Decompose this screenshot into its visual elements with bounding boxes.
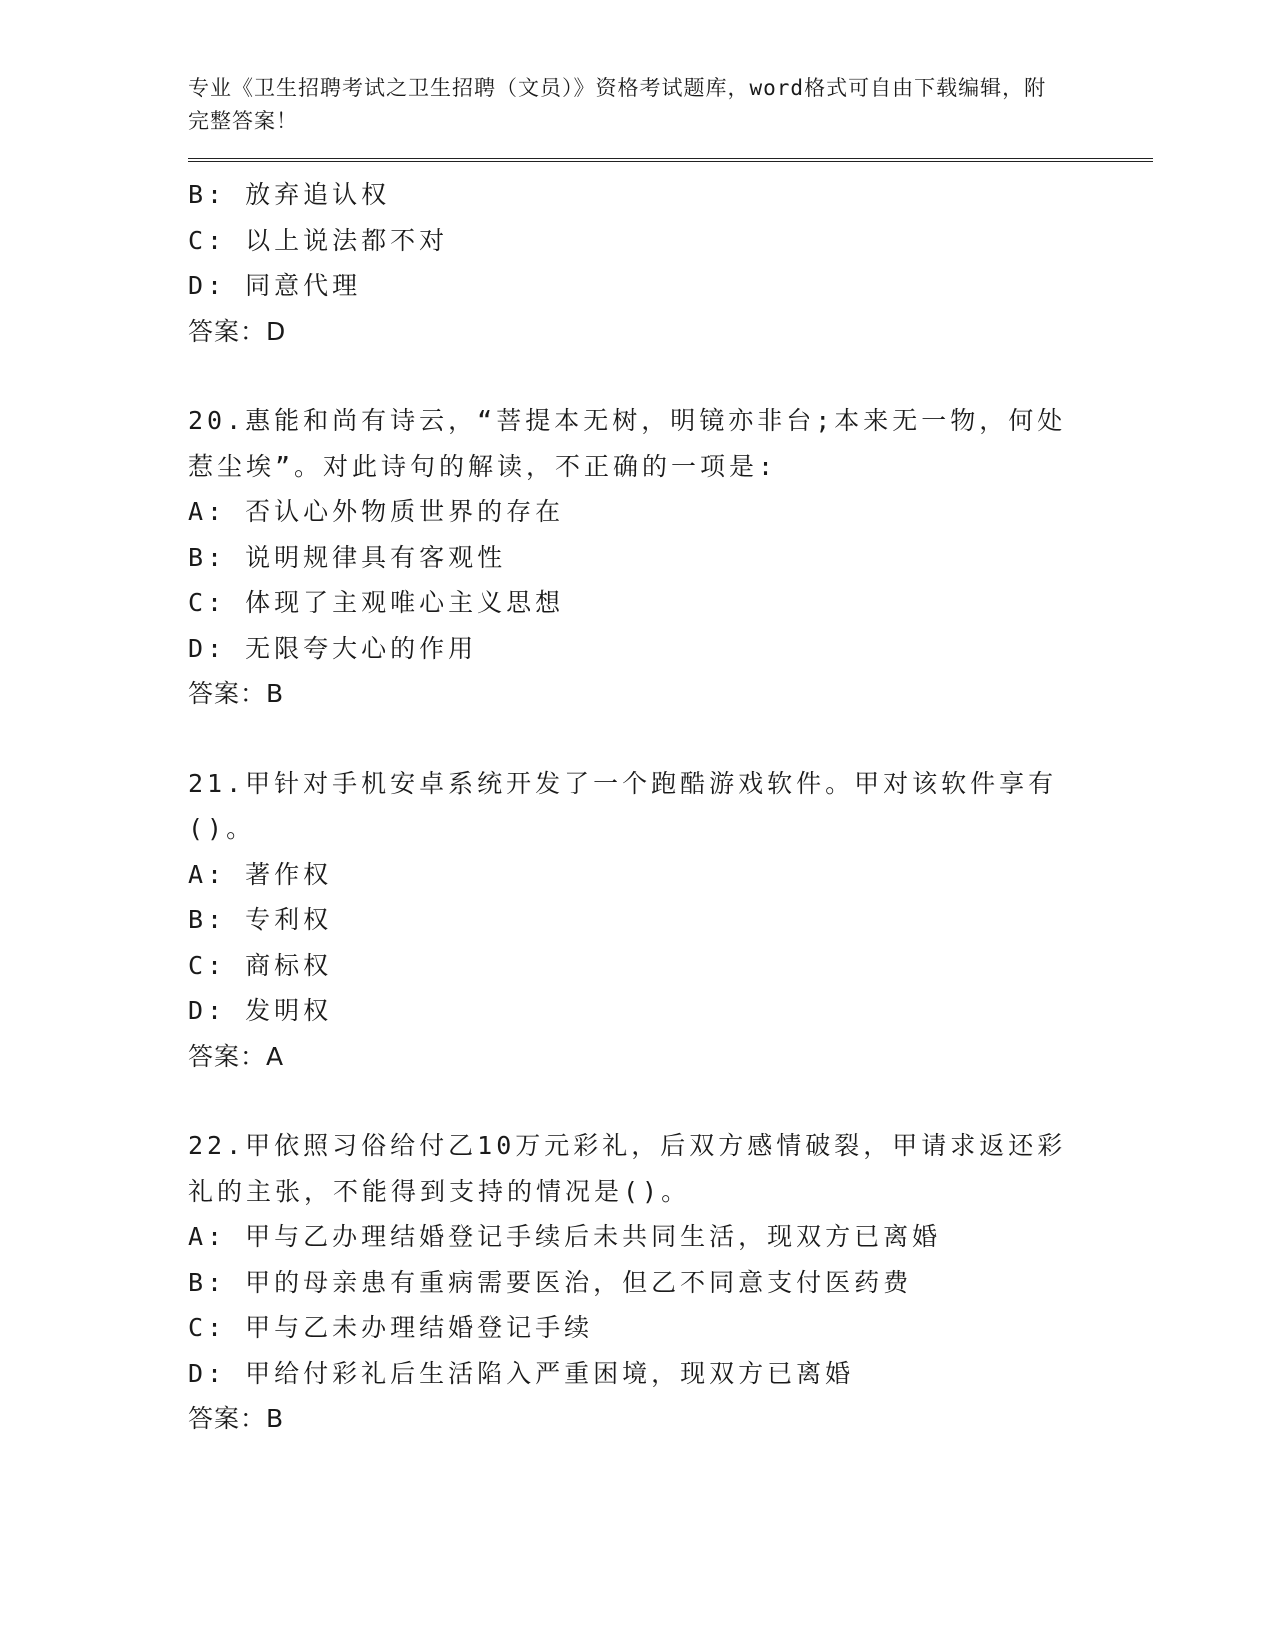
answer: 答案：D	[188, 316, 287, 346]
option-b: B: 放弃追认权	[188, 180, 391, 209]
option-a: A: 否认心外物质世界的存在	[188, 497, 565, 526]
option-d: D: 甲给付彩礼后生活陷入严重困境，现双方已离婚	[188, 1358, 855, 1388]
option-c: C: 甲与乙未办理结婚登记手续	[188, 1313, 594, 1342]
option-a: A: 甲与乙办理结婚登记手续后未共同生活，现双方已离婚	[188, 1222, 942, 1251]
option-b: B: 说明规律具有客观性	[188, 542, 507, 572]
question-stem: 20.惠能和尚有诗云，“菩提本无树，明镜亦非台;本来无一物，何处惹尘埃”。对此诗句的解读，不正确的一项是:	[188, 406, 1067, 481]
option-c: C: 体现了主观唯心主义思想	[188, 588, 565, 617]
question-19-continued	[188, 172, 1158, 354]
answer: 答案：B	[188, 679, 285, 708]
header-divider	[188, 158, 1153, 162]
question-22	[188, 1123, 1158, 1442]
answer: 答案：B	[188, 1404, 285, 1433]
document-page	[188, 72, 1158, 1442]
answer: 答案：A	[188, 1041, 285, 1071]
question-stem: 21.甲针对手机安卓系统开发了一个跑酷游戏软件。甲对该软件享有()。	[188, 768, 1058, 843]
option-d: D: 发明权	[188, 996, 333, 1025]
document-header: 专业《卫生招聘考试之卫生招聘（文员）》资格考试题库，word格式可自由下载编辑，附完整答案！	[188, 76, 1047, 133]
option-d: D: 同意代理	[188, 271, 362, 300]
question-stem: 22.甲依照习俗给付乙10万元彩礼，后双方感情破裂，甲请求返还彩礼的主张，不能得到支持的情况是()。	[188, 1131, 1067, 1206]
option-b: B: 甲的母亲患有重病需要医治，但乙不同意支付医药费	[188, 1267, 913, 1297]
question-21	[188, 761, 1158, 1080]
option-b: B: 专利权	[188, 905, 333, 934]
question-20	[188, 398, 1158, 717]
option-c: C: 商标权	[188, 950, 333, 980]
option-a: A: 著作权	[188, 859, 333, 889]
option-c: C: 以上说法都不对	[188, 225, 449, 255]
option-d: D: 无限夸大心的作用	[188, 633, 478, 663]
